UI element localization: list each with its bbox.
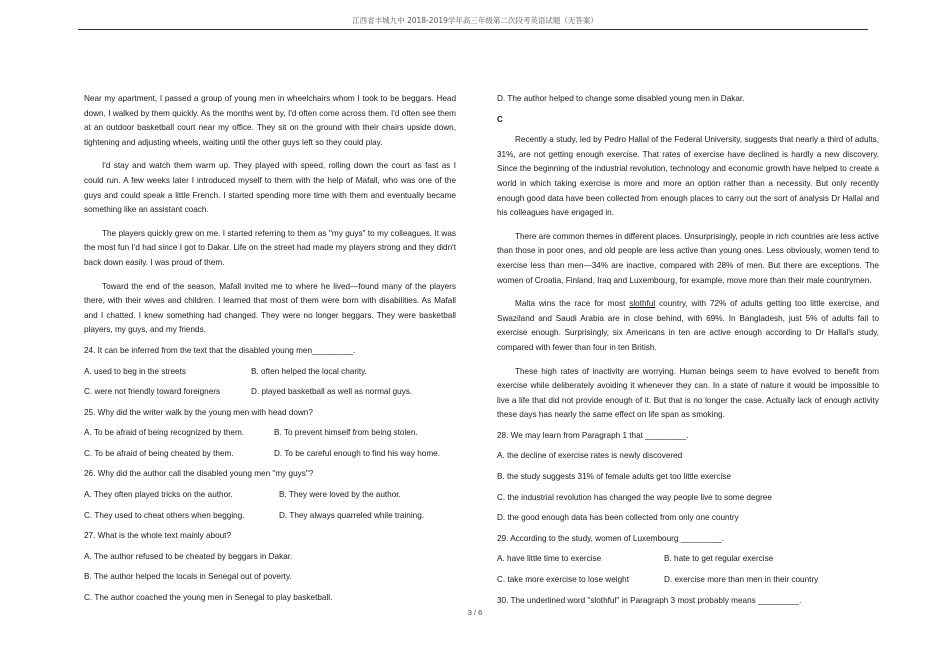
passage-text: Malta wins the race for most [515,299,630,309]
question-stem: 26. Why did the author call the disabled young men "my guys"? [84,469,314,479]
option-row [84,509,456,524]
option-row [497,552,879,567]
answer-option: A. The author refused to be cheated by beggars in Dakar. [84,551,293,561]
answer-option: D. exercise more than men in their country [664,575,819,585]
answer-option: D. The author helped to change some disabled young men in Dakar. [497,94,745,103]
passage-paragraph: Recently a study, led by Pedro Hallal of the Federal University, suggests that nearly a third of adults, 31%, are not getting enough exercise. That rates of exercise have declined is hardly a new discovery. Since the beginning of the industrial revolution, technology and economic growth have helped to create a world in which taking exercise is more and more an option rather than a necessity. But only recently enough good data have been collected from enough places to carry out the sort of analysis Dr Hallal and his colleagues have engaged in. [497,135,879,218]
passage-paragraph: Near my apartment, I passed a group of young men in wheelchairs whom I took to be beggars. Head down, I walked by them quickly. As the months went by, I'd often come across them. I'd often see them at an outdoor basketball court near my office. They sit on the ground with their chairs upside down, tightening and adjusting wheels, waiting until the other guys left so they could play. [84,94,456,147]
passage-paragraph: I'd stay and watch them warm up. They played with speed, rolling down the court as fast as I could run. A few weeks later I introduced myself to them with the help of Mafall, who was one of the guys and could speak a little French. I started spending more time with them and eventually became something like an assistant coach. [84,161,456,215]
header-rule [78,29,868,30]
option-row [84,447,456,462]
option-row [84,488,456,503]
answer-option: D. They always quarreled while training. [279,510,425,520]
answer-option: C. The author coached the young men in Senegal to play basketball. [84,593,333,603]
answer-option: D. To be careful enough to find his way home. [274,448,440,458]
answer-option: C. take more exercise to lose weight [497,575,629,585]
answer-option: A. have little time to exercise [497,554,602,564]
answer-option: B. hate to get regular exercise [664,554,774,564]
option-row [84,385,456,400]
question-stem: 25. Why did the writer walk by the young men with head down? [84,407,313,417]
answer-option: C. They used to cheat others when begging. [84,510,245,520]
passage-text: country, with 72% of adults getting too little exercise, and Swaziland and Saudi Arabia are in close behind, with 69%. In Bangladesh, just 5% of adults fail to exercise enough. Surprisingly, six Americans in ten are active enough according to Dr Hallal's study, compared with fewer than four in ten British. [497,299,880,352]
question-stem: 29. According to the study, women of Luxembourg _________. [497,533,724,543]
section-heading: C [497,114,503,124]
answer-option: B. To prevent himself from being stolen. [274,428,418,438]
passage-paragraph: There are common themes in different places. Unsurprisingly, people in rich countries are less active than those in poor ones, and old people are less active than young ones. Less obviously, women tend to exercise less than men—34% are inactive, compared with 28% of men. But there are exceptions. The women of Croatia, Finland, Iraq and Luxembourg, for example, move more than their male countrymen. [497,231,879,285]
passage-paragraph: Toward the end of the season, Mafall invited me to where he lived—found many of the players there, with their wives and children. I learned that most of them were born with disabilities. As Mafall and I chatted. I knew something had changed. They were no longer beggars. They were basketball players, my guys, and my friends. [84,281,456,335]
question-stem: 28. We may learn from Paragraph 1 that _________. [497,430,689,440]
answer-option: B. The author helped the locals in Senegal out of poverty. [84,572,292,582]
right-column [497,92,879,608]
answer-option: B. They were loved by the author. [279,490,401,500]
page-header: 江西省丰城九中 2018-2019学年高三年级第二次段考英语试题（无答案） [352,16,598,25]
answer-option: A. To be afraid of being recognized by them. [84,428,245,438]
option-row [84,365,456,380]
underlined-word: slothful [629,299,656,309]
option-row [497,573,879,588]
page-number: 3 / 6 [467,608,483,617]
passage-paragraph: The players quickly grew on me. I started referring to them as "my guys" to my colleagues. It was the most fun I'd had since I got to Dakar. Life on the street had made my players strong and they didn't back down easily. I was proud of them. [84,228,456,267]
answer-option: D. played basketball as well as normal guys. [251,387,413,397]
answer-option: A. used to beg in the streets [84,366,186,376]
answer-option: A. They often played tricks on the author. [84,490,233,500]
answer-option: A. the decline of exercise rates is newly discovered [497,451,683,461]
left-column [84,92,456,606]
question-stem: 30. The underlined word "slothful" in Paragraph 3 most probably means _________. [497,595,802,605]
answer-option: B. the study suggests 31% of female adults get too little exercise [497,472,731,482]
answer-option: B. often helped the local charity. [251,366,367,376]
passage-paragraph-with-underline [497,297,879,355]
answer-option: D. the good enough data has been collected from only one country [497,513,739,523]
answer-option: C. To be afraid of being cheated by them. [84,448,234,458]
question-stem: 27. What is the whole text mainly about? [84,531,231,541]
answer-option: C. were not friendly toward foreigners [84,387,221,397]
answer-option: C. the industrial revolution has changed the way people live to some degree [497,492,772,502]
option-row [84,426,456,441]
passage-paragraph: These high rates of inactivity are worrying. Human beings seem to have evolved to benefit from exercise while deliberately avoiding it whenever they can. In a state of nature it would be impossible to live a life that did not provide enough of it. But that is no longer the case. Actually lack of enough activity these days has nearly the same effect on life span as smoking. [497,366,879,420]
question-stem: 24. It can be inferred from the text that the disabled young men_________. [84,345,356,355]
